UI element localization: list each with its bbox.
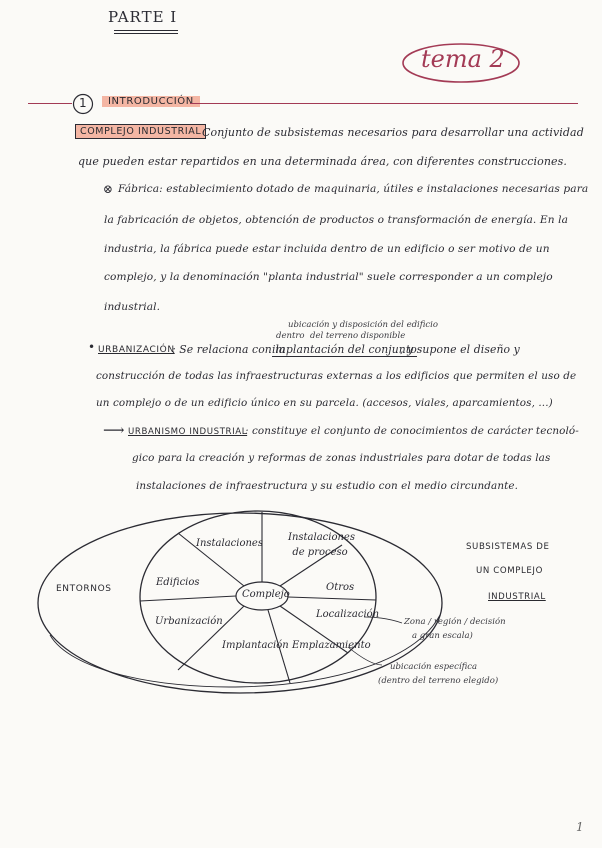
- fabrica-line-1: Fábrica: establecimiento dotado de maquinaria, útiles e instalaciones necesarias para: [118, 183, 589, 195]
- section-rule-right: [190, 103, 578, 104]
- diagram-center-label: Complejo: [242, 589, 290, 600]
- section-title: INTRODUCCIÓN: [102, 96, 200, 107]
- segment-localizacion: Localización: [316, 609, 380, 620]
- urbanismo-line-1: : constituye el conjunto de conocimientos de carácter tecnoló-: [245, 425, 579, 437]
- section-number: 1: [79, 96, 87, 110]
- side-title-2: UN COMPLEJO: [476, 566, 543, 576]
- section-rule-left: [28, 103, 72, 104]
- definition-line-1: Conjunto de subsistemas necesarios para desarrollar una actividad: [202, 126, 584, 139]
- side-title-3: INDUSTRIAL: [488, 592, 546, 602]
- side-title-1: SUBSISTEMAS DE: [466, 542, 550, 552]
- urbanizacion-annotation-right: del terreno disponible: [310, 331, 406, 341]
- spoke-right: [288, 597, 376, 600]
- segment-instalaciones: Instalaciones: [196, 538, 263, 549]
- urbanismo-term: URBANISMO INDUSTRIAL: [128, 427, 248, 437]
- part-heading-underline: [114, 30, 178, 31]
- urbanizacion-line-1a: : Se relaciona con la: [172, 343, 286, 356]
- urbanismo-arrow: ⟶: [103, 421, 125, 439]
- part-heading: PARTE I: [108, 8, 178, 26]
- segment-implantacion: Implantación: [222, 640, 289, 651]
- urbanizacion-term: URBANIZACIÓN: [98, 345, 175, 355]
- fabrica-line-3: industria, la fábrica puede estar incluida dentro de un edificio o ser motivo de un: [104, 243, 550, 255]
- segment-otros: Otros: [326, 582, 355, 593]
- page-number: 1: [576, 820, 584, 834]
- emplazamiento-note-1: ubicación específica: [390, 662, 478, 672]
- part-heading-underline-2: [114, 33, 178, 34]
- urbanizacion-annotation-top: ubicación y disposición del edificio: [288, 320, 439, 330]
- localizacion-note-1: Zona / región / decisión: [404, 617, 506, 627]
- tema-label: tema 2: [421, 45, 505, 73]
- segment-emplazamiento: Emplazamiento: [292, 640, 371, 651]
- spoke-left: [140, 596, 236, 601]
- urbanizacion-line-1b: implantación del conjunto: [272, 343, 417, 356]
- urbanismo-line-2: gico para la creación y reformas de zonas industriales para dotar de todas las: [132, 452, 551, 464]
- fabrica-bullet: ⊗: [103, 182, 114, 196]
- fabrica-line-4: complejo, y la denominación "planta industrial" suele corresponder a un complejo: [104, 271, 553, 283]
- urbanismo-line-3: instalaciones de infraestructura y su estudio con el medio circundante.: [136, 480, 519, 492]
- emplazamiento-note-2: (dentro del terreno elegido): [378, 676, 499, 686]
- segment-urbanizacion: Urbanización: [155, 616, 223, 627]
- segment-instalaciones-proceso: Instalaciones de proceso: [288, 532, 355, 558]
- urbanizacion-line-3: un complejo o de un edificio único en su parcela. (accesos, viales, aparcamientos, ...): [96, 397, 553, 409]
- fabrica-line-5: industrial.: [104, 301, 161, 313]
- diagram-outer-label: ENTORNOS: [56, 584, 112, 594]
- fabrica-line-2: la fabricación de objetos, obtención de productos o transformación de energía. En la: [104, 214, 568, 226]
- urbanizacion-bullet: •: [88, 340, 96, 354]
- definition-term: COMPLEJO INDUSTRIAL: [75, 124, 206, 139]
- localizacion-note-2: a gran escala): [412, 631, 473, 641]
- urbanizacion-line-1c: , y supone el diseño y: [400, 343, 520, 356]
- urbanizacion-line-2: construcción de todas las infraestructuras externas a los edificios que permiten el uso de: [96, 370, 577, 382]
- definition-line-2: que pueden estar repartidos en una determinada área, con diferentes construcciones.: [78, 155, 567, 168]
- urbanizacion-annotation-left: dentro: [276, 331, 305, 341]
- segment-edificios: Edificios: [156, 577, 200, 588]
